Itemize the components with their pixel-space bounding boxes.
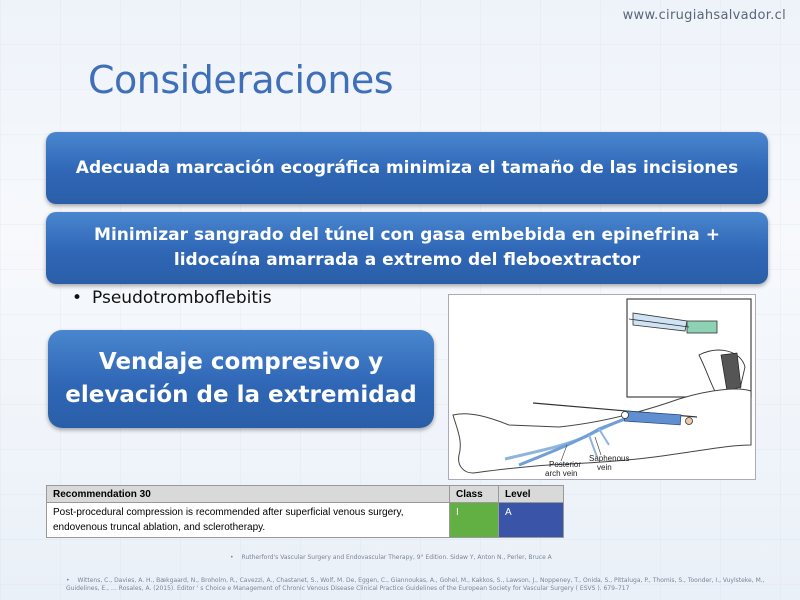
reference-esvs — [66, 577, 786, 594]
saphenous-label-line2: vein — [597, 463, 612, 472]
banner-marcacion: Adecuada marcación ecográfica minimiza el tamaño de las incisiones — [46, 132, 768, 204]
banner-vendaje: Vendaje compresivo y elevación de la extremidad — [48, 330, 434, 428]
posterior-label-line2: arch vein — [545, 469, 578, 478]
posterior-label-line1: Posterior — [549, 460, 582, 469]
level-value: A — [499, 503, 564, 538]
site-url[interactable]: www.cirugiahsalvador.cl — [622, 8, 786, 23]
header-class: Class — [450, 486, 499, 503]
inset-gauze-icon — [687, 321, 717, 333]
leg-vein-stripping-drawing — [449, 295, 755, 479]
recommendation-table — [46, 485, 564, 538]
incision-marker-icon — [622, 412, 629, 419]
recommendation-text: Post-procedural compression is recommended after superficial venous surgery, endovenous truncal ablation, and sclerotherapy. — [47, 503, 450, 538]
distal-gauze-icon — [686, 418, 693, 425]
banner-sangrado: Minimizar sangrado del túnel con gasa embebida en epinefrina + lidocaína amarrada a extremo del fleboextractor — [46, 212, 768, 284]
reference-rutherford — [230, 554, 552, 561]
saphenous-label-line1: Saphenous — [589, 454, 630, 463]
header-level: Level — [499, 486, 564, 503]
table-row — [47, 503, 564, 538]
page-title: Consideraciones — [88, 58, 394, 102]
class-value: I — [450, 503, 499, 538]
bullet-item — [72, 288, 272, 308]
bullet-text: Pseudotromboflebitis — [92, 288, 272, 308]
table-header-row — [47, 486, 564, 503]
header-recommendation: Recommendation 30 — [47, 486, 450, 503]
stripping-illustration — [448, 294, 756, 480]
reference-rutherford-text: Rutherford's Vascular Surgery and Endovascular Therapy, 9° Edition. Sidaw Y, Anton N., Perler, Bruce A — [241, 554, 552, 561]
ref-bullet-icon: • — [230, 554, 234, 561]
reference-esvs-text: Wittens, C., Davies, A. H., Bækgaard, N., Broholm, R., Cavezzi, A., Chastanet, S., Wolf, M. De, Eggen, C., Giannoukas, A., Gohel, M., Kakkos, S., Lawson, J., Noppeney, T., Onida, S., Pittaluga, P., Thomis, S., Toonder, I., Vuylsteke, M., Guidelines, E., … Rosales, A. (2015). Editor ' s Choice e Management of Chronic Venous Disease Clinical Practice Guidelines of the European Society for Vascular Surgery ( ESVS ). 679–717 — [66, 577, 765, 593]
bullet-dot-icon: • — [72, 288, 83, 308]
ref-bullet-icon: • — [66, 577, 70, 584]
